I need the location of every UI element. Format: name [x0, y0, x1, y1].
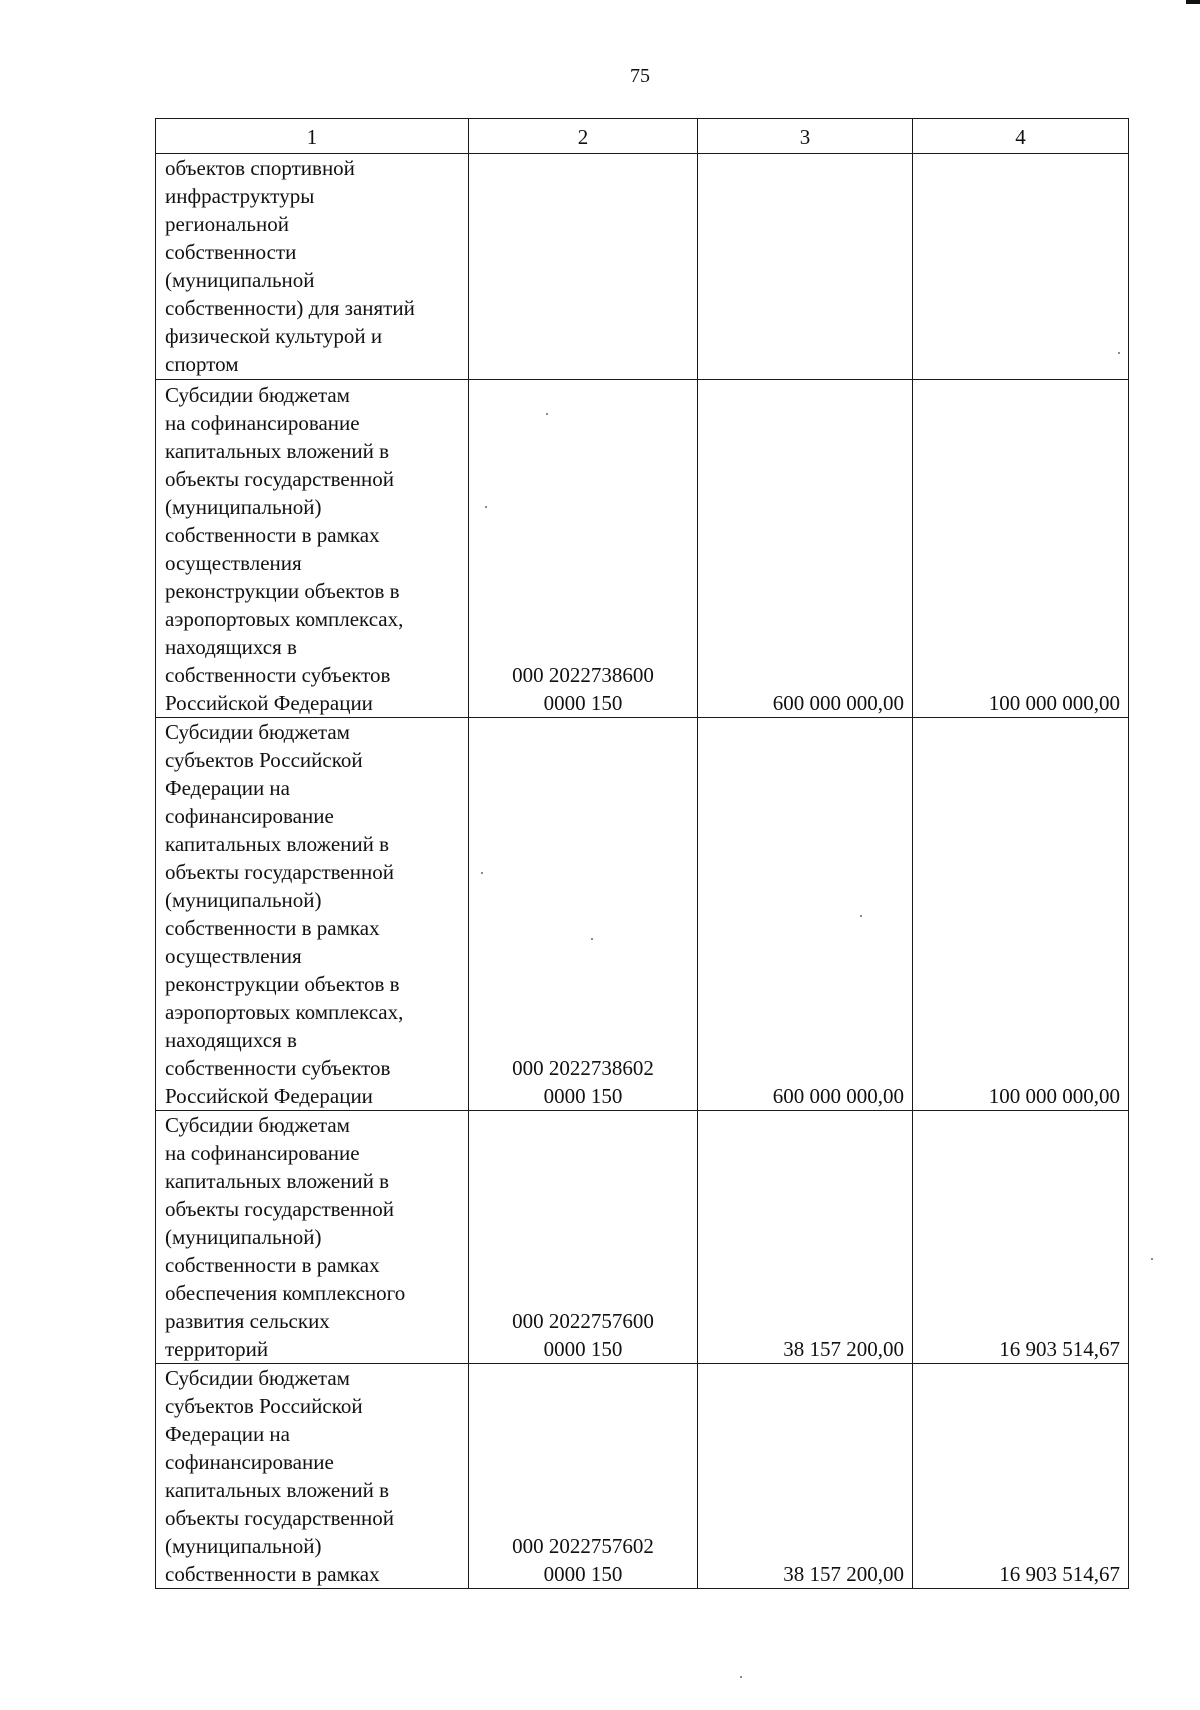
row-description-cell: [156, 380, 469, 718]
column-header-1: 1: [156, 119, 469, 154]
row-description: Субсидии бюджетам на софинансирование капитальных вложений в объекты государственной (муниципальной) собственности в рамках обеспечения комплексного развития сельских территорий: [165, 1113, 406, 1361]
scan-speck: [860, 915, 862, 917]
row-amount-col4: [913, 154, 1129, 380]
row-code: 000 2022757600 0000 150: [512, 1309, 654, 1361]
scan-speck: [591, 938, 593, 940]
row-amount-col3: 600 000 000,00: [698, 380, 913, 718]
row-code: 000 2022757602 0000 150: [512, 1534, 654, 1586]
row-amount-col4: 100 000 000,00: [913, 718, 1129, 1111]
scan-speck: [485, 506, 487, 508]
row-amount-col3: 600 000 000,00: [698, 718, 913, 1111]
row-code-cell: [469, 380, 698, 718]
scan-edge-mark: [1186, 0, 1200, 4]
column-header-2: 2: [469, 119, 698, 154]
row-amount-col4: 16 903 514,67: [913, 1111, 1129, 1364]
budget-table: [155, 118, 1129, 1589]
table-row: [156, 718, 1129, 1111]
scan-speck: [481, 872, 483, 874]
row-amount-col4: 16 903 514,67: [913, 1364, 1129, 1589]
scan-speck: [740, 1676, 742, 1678]
page-number: 75: [630, 65, 650, 87]
row-code-cell: [469, 154, 698, 380]
scan-speck: [546, 413, 548, 415]
row-description-cell: [156, 718, 469, 1111]
row-description: Субсидии бюджетам на софинансирование капитальных вложений в объекты государственной (муниципальной) собственности в рамках осуществления реконструкции объектов в аэропортовых комплексах, находящихся в собственности субъектов Российской Федерации: [165, 383, 404, 715]
row-code: 000 2022738600 0000 150: [512, 663, 654, 715]
row-code-cell: [469, 718, 698, 1111]
column-header-4: 4: [913, 119, 1129, 154]
table-row: [156, 380, 1129, 718]
row-amount-col3: [698, 154, 913, 380]
row-description-cell: [156, 1111, 469, 1364]
row-description: Субсидии бюджетам субъектов Российской Федерации на софинансирование капитальных вложений в объекты государственной (муниципальной) собственности в рамках осуществления реконструкции объектов в аэропортовых комплексах, находящихся в собственности субъектов Российской Федерации: [165, 720, 404, 1108]
table-header-row: [156, 119, 1129, 154]
row-amount-col3: 38 157 200,00: [698, 1364, 913, 1589]
table-row: [156, 1111, 1129, 1364]
row-code: 000 2022738602 0000 150: [512, 1056, 654, 1108]
table-row: [156, 1364, 1129, 1589]
row-amount-col4: 100 000 000,00: [913, 380, 1129, 718]
row-description-cell: [156, 1364, 469, 1589]
scan-speck: [1151, 1258, 1153, 1260]
scan-speck: [1118, 352, 1120, 354]
row-description: объектов спортивной инфраструктуры региональной собственности (муниципальной собственности) для занятий физической культурой и спортом: [165, 156, 415, 376]
table-row: [156, 154, 1129, 380]
row-description: Субсидии бюджетам субъектов Российской Федерации на софинансирование капитальных вложений в объекты государственной (муниципальной) собственности в рамках: [165, 1366, 394, 1586]
row-description-cell: [156, 154, 469, 380]
row-code-cell: [469, 1111, 698, 1364]
row-code-cell: [469, 1364, 698, 1589]
row-amount-col3: 38 157 200,00: [698, 1111, 913, 1364]
column-header-3: 3: [698, 119, 913, 154]
